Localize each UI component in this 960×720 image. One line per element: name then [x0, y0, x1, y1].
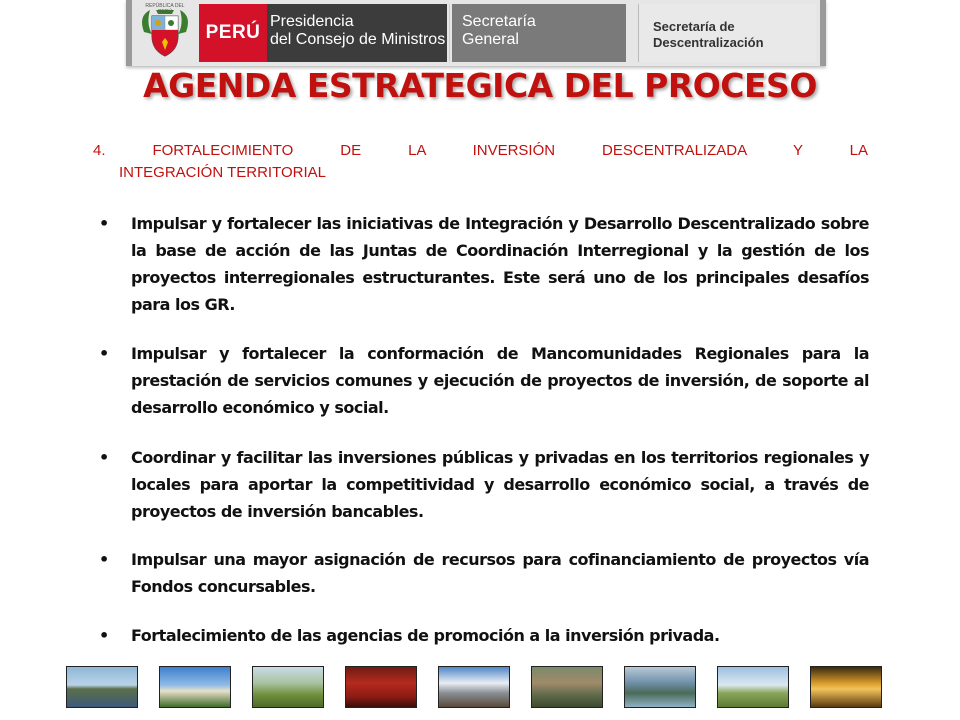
header-banner	[126, 0, 826, 66]
header-divider	[449, 4, 450, 62]
peru-logo	[199, 4, 267, 62]
slide-title: AGENDA ESTRATEGICA DEL PROCESO	[143, 66, 817, 105]
green-valley-photo	[252, 666, 324, 708]
sg-line2: General	[462, 31, 519, 48]
sd-line2: Descentralización	[653, 35, 764, 50]
pcm-line1: Presidencia	[270, 13, 354, 30]
red-building-photo	[345, 666, 417, 708]
lagoon-photo	[624, 666, 696, 708]
lake-landscape-photo	[66, 666, 138, 708]
section-heading-line2: INTEGRACIÓN TERRITORIAL	[119, 164, 326, 181]
sd-line1: Secretaría de	[653, 19, 735, 34]
section-heading-line1: 4. FORTALECIMIENTO DE LA INVERSIÓN DESCENTRALIZADA Y LA	[93, 142, 868, 159]
section-heading	[93, 140, 868, 184]
fields-sky-photo	[717, 666, 789, 708]
ruins-terraces-photo	[531, 666, 603, 708]
pcm-logo	[267, 4, 447, 62]
bullet-text: Impulsar y fortalecer la conformación de Mancomunidades Regionales para la prestación de servicios comunes y ejecución de proyectos de inversión, de soporte al desarrollo económico y social.	[131, 344, 869, 417]
snowy-mountain-photo	[438, 666, 510, 708]
banner-left-border	[126, 0, 132, 66]
bullet-text: Impulsar y fortalecer las iniciativas de Integración y Desarrollo Descentralizado sobre la base de acción de las Juntas de Coordinación Interregional y la gestión de los proyectos interregionales estructurantes. Este será uno de los principales desafíos para los GR.	[131, 214, 869, 314]
bullet-dot: •	[99, 448, 109, 467]
bullet-text: Fortalecimiento de las agencias de promoción a la inversión privada.	[131, 626, 720, 645]
bullet-text: Impulsar una mayor asignación de recursos para cofinanciamiento de proyectos vía Fondos concursables.	[131, 550, 869, 596]
bullet-dot: •	[99, 214, 109, 233]
crest-label: REPÚBLICA DEL PERÚ	[145, 3, 185, 15]
bullet-text: Coordinar y facilitar las inversiones públicas y privadas en los territorios regionales y locales para aportar la competitividad y desarrollo económico social, a través de proyectos de inversión bancables.	[131, 448, 869, 521]
bullet-item	[99, 622, 869, 649]
bullet-item	[99, 546, 869, 600]
sg-line1: Secretaría	[462, 13, 536, 30]
plaza-building-photo	[159, 666, 231, 708]
banner-right-border	[820, 0, 826, 66]
bullet-dot: •	[99, 550, 109, 569]
sunset-water-photo	[810, 666, 882, 708]
bullet-item	[99, 340, 869, 421]
bullet-dot: •	[99, 626, 109, 645]
bullet-item	[99, 444, 869, 525]
pcm-line2: del Consejo de Ministros	[270, 31, 446, 48]
bullet-dot: •	[99, 344, 109, 363]
secretaria-descentralizacion-logo	[638, 4, 816, 62]
photo-strip	[66, 666, 882, 710]
peru-logo-text: PERÚ	[205, 22, 261, 43]
secretaria-general-logo	[452, 4, 626, 62]
bullet-item	[99, 210, 869, 318]
